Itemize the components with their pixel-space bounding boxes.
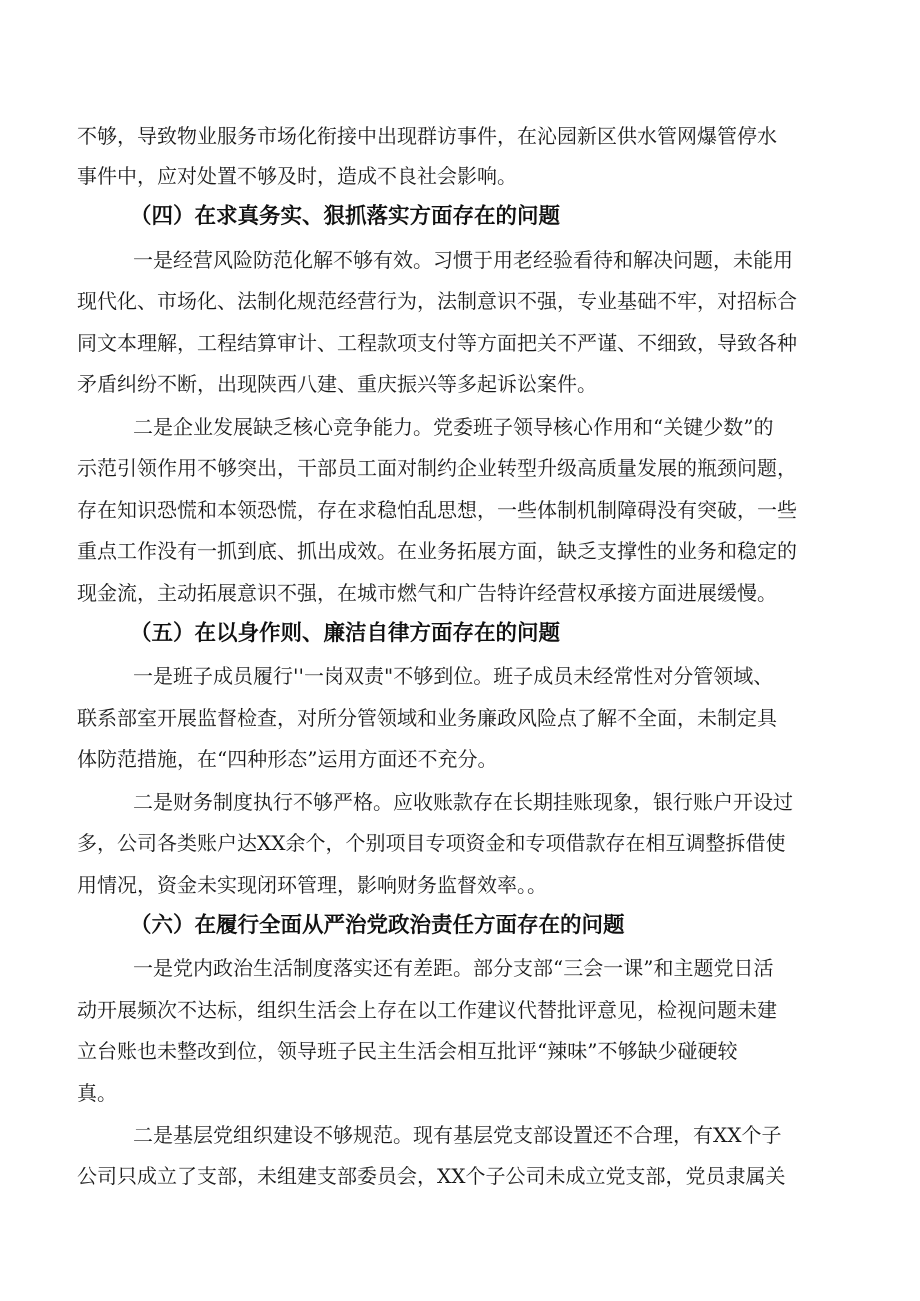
text-line: 同文本理解，工程结算审计、工程款项支付等方面把关不严谨、不细致，导致各种 bbox=[77, 331, 797, 355]
text-line: 现代化、市场化、法制化规范经营行为，法制意识不强，专业基础不牢，对招标合 bbox=[77, 289, 797, 313]
text-line: 公司只成立了支部，未组建支部委员会，XX个子公司未成立党支部，党员隶属关 bbox=[77, 1164, 786, 1188]
text-line: 一是经营风险防范化解不够有效。习惯于用老经验看待和解决问题，未能用 bbox=[133, 248, 793, 272]
text-line: 多，公司各类账户达XX余个，个别项目专项资金和专项借款存在相互调整拆借使 bbox=[77, 831, 786, 855]
text-line: 用情况，资金未实现闭环管理，影响财务监督效率。。 bbox=[77, 873, 547, 897]
section-heading-4: （四）在求真务实、狠抓落实方面存在的问题 bbox=[130, 204, 561, 229]
text-line: 二是基层党组织建设不够规范。现有基层党支部设置还不合理，有XX个子 bbox=[133, 1123, 782, 1147]
text-line: 联系部室开展监督检查，对所分管领域和业务廉政风险点了解不全面，未制定具 bbox=[77, 706, 777, 730]
text-line: 不够，导致物业服务市场化衔接中出现群访事件，在沁园新区供水管网爆管停水 bbox=[77, 124, 777, 148]
text-line: 二是财务制度执行不够严格。应收账款存在长期挂账现象，银行账户开设过 bbox=[133, 790, 793, 814]
text-line: 现金流，主动拓展意识不强，在城市燃气和广告特许经营权承接方面进展缓慢。 bbox=[77, 581, 777, 605]
section-heading-6: （六）在履行全面从严治党政治责任方面存在的问题 bbox=[130, 913, 625, 938]
text-line: 动开展频次不达标，组织生活会上存在以工作建议代替批评意见，检视问题未建 bbox=[77, 998, 777, 1022]
text-line: 体防范措施，在“四种形态”运用方面还不充分。 bbox=[77, 747, 498, 771]
text-line: 存在知识恐慌和本领恐慌，存在求稳怕乱思想，一些体制机制障碍没有突破，一些 bbox=[77, 498, 797, 522]
text-line: 一是党内政治生活制度落实还有差距。部分支部“三会一课”和主题党日活 bbox=[133, 956, 774, 980]
text-line: 真。 bbox=[77, 1081, 117, 1105]
text-line: 一是班子成员履行''一岗双责"不够到位。班子成员未经常性对分管领域、 bbox=[133, 664, 774, 688]
text-line: 二是企业发展缺乏核心竞争能力。党委班子领导核心作用和“关键少数”的 bbox=[133, 415, 774, 439]
text-line: 重点工作没有一抓到底、抓出成效。在业务拓展方面，缺乏支撑性的业务和稳定的 bbox=[77, 539, 797, 563]
text-line: 示范引领作用不够突出，干部员工面对制约企业转型升级高质量发展的瓶颈问题， bbox=[77, 456, 797, 480]
text-line: 事件中，应对处置不够及时，造成不良社会影响。 bbox=[77, 164, 517, 188]
text-line: 矛盾纠纷不断，出现陕西八建、重庆振兴等多起诉讼案件。 bbox=[77, 372, 597, 396]
section-heading-5: （五）在以身作则、廉洁自律方面存在的问题 bbox=[130, 621, 561, 646]
text-line: 立台账也未整改到位，领导班子民主生活会相互批评“辣味”不够缺少碰硬较 bbox=[77, 1039, 738, 1063]
